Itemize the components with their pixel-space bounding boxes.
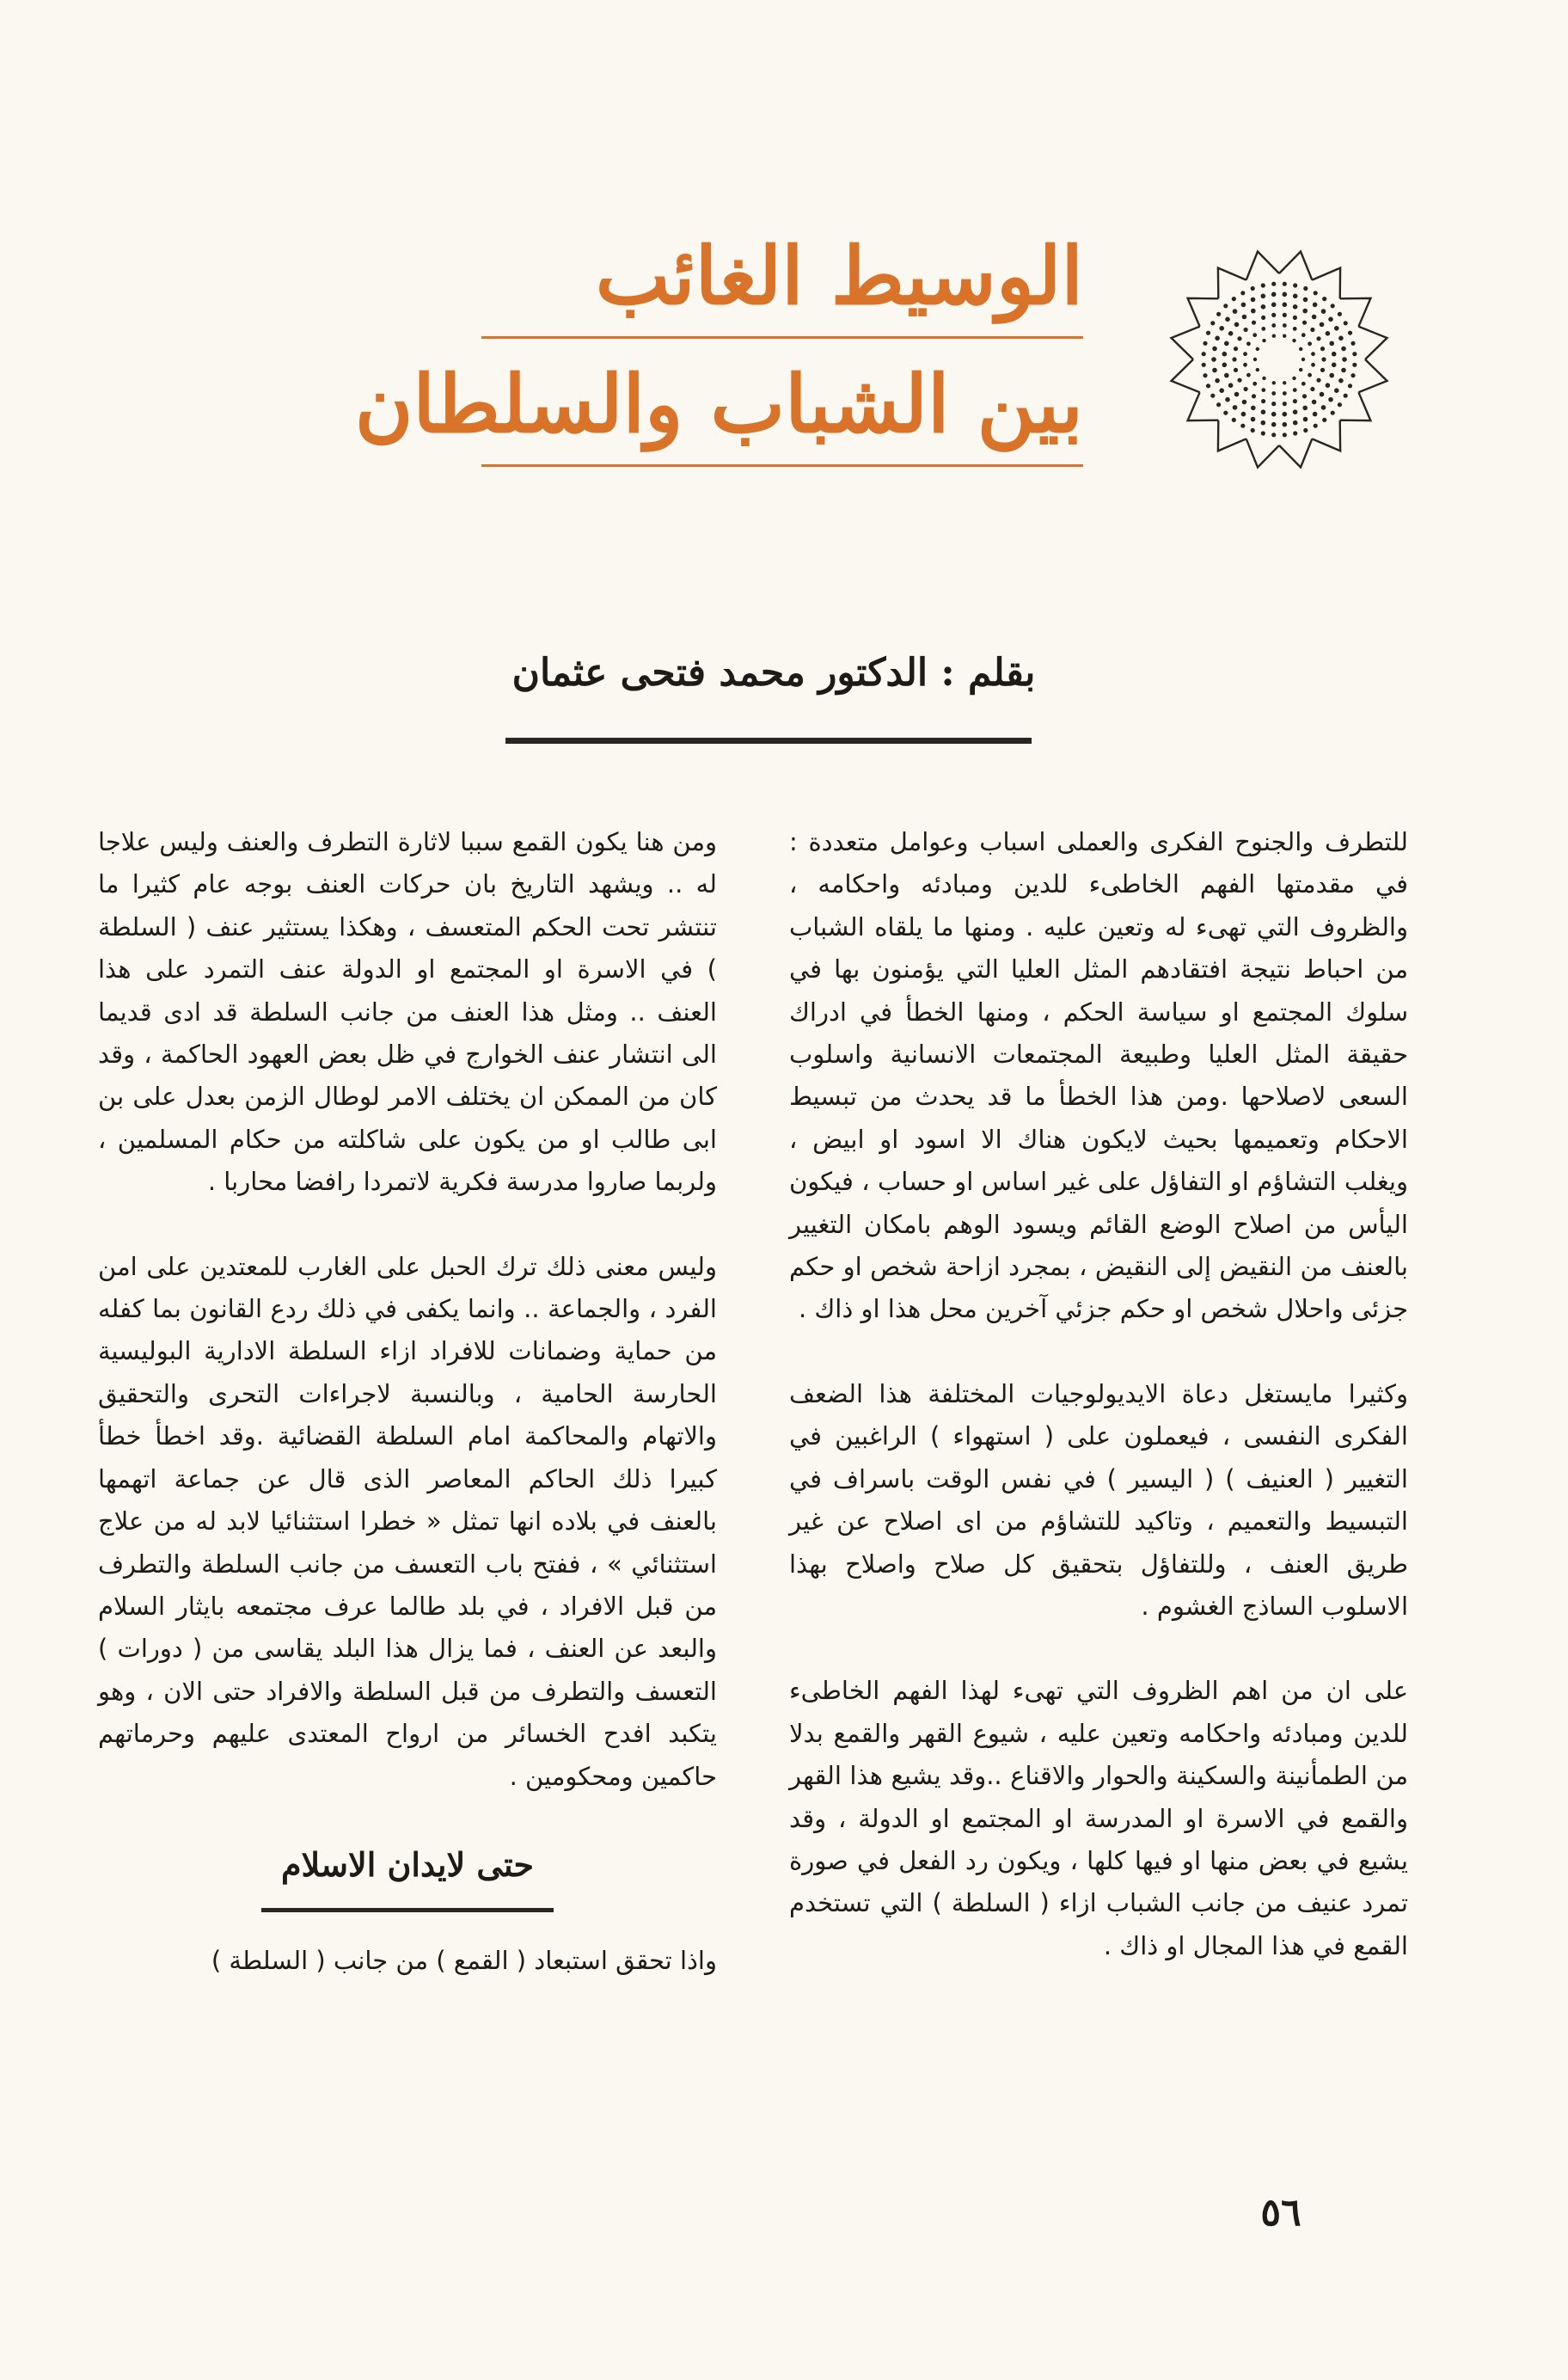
paragraph: وكثيرا مايستغل دعاة الايديولوجيات المختلفة هذا الضعف الفكرى النفسى ، فيعملون على ( استهواء ) الراغبين في التغيير ( العنيف ) ( اليسير ) في نفس الوقت باسراف في التبسيط والتعميم ، وتاكيد للتشاؤم من اى اصلاح عن غير طريق العنف ، وللتفاؤل بتحقيق كل صلاح واصلاح بهذا الاسلوب الساذج الغشوم . bbox=[789, 1378, 1408, 1621]
title-line-2: بين الشباب والسلطان bbox=[354, 358, 1083, 451]
paragraph: على ان من اهم الظروف التي تهىء لهذا الفهم الخاطىء للدين ومبادئه واحكامه وتعين عليه ، شيوع القهر والقمع بدلا من الطمأنينة والسكينة والحوار والاقناع ..وقد يشيع هذا القهر والقمع في الاسرة او المدرسة او المجتمع او الدولة ، وقد يشيع في بعض منها او فيها كلها ، ويكون رد الفعل في صورة تمرد عنيف من جانب الشباب ازاء ( السلطة ) التي تستخدم القمع في هذا المجال او ذاك . bbox=[789, 1676, 1408, 1960]
title-line-1: الوسيط الغائب bbox=[595, 230, 1083, 322]
title-divider-2 bbox=[481, 464, 1083, 467]
right-column bbox=[789, 821, 1408, 1967]
byline-divider bbox=[505, 738, 1032, 744]
page-number: ٥٦ bbox=[1260, 2191, 1302, 2235]
author-byline: بقلم : الدكتور محمد فتحى عثمان bbox=[511, 651, 1036, 695]
section-heading: حتى لايدان الاسلام bbox=[280, 1844, 535, 1884]
paragraph: واذا تحقق استبعاد ( القمع ) من جانب ( السلطة ) bbox=[211, 1945, 717, 1975]
title-divider-1 bbox=[481, 336, 1083, 339]
article-title bbox=[354, 219, 1083, 475]
paragraph: ومن هنا يكون القمع سببا لاثارة التطرف والعنف وليس علاجا له .. ويشهد التاريخ بان حركات العنف بوجه عام كثيرا ما تنتشر تحت الحكم المتعسف ، وهكذا يستثير عنف ( السلطة ) في الاسرة او المجتمع او الدولة عنف التمرد على هذا العنف .. ومثل هذا العنف من جانب السلطة قد ادى قديما الى انتشار عنف الخوارج في ظل بعض العهود الحاكمة ، وقد كان من الممكن ان يختلف الامر لوطال الزمن بعدل على بن ابى طالب او من يكون على شاكلته من حكام المسلمين ، ولربما صاروا مدرسة فكرية لاتمردا رافضا محاربا . bbox=[98, 827, 717, 1197]
paragraph: للتطرف والجنوح الفكرى والعملى اسباب وعوامل متعددة : في مقدمتها الفهم الخاطىء للدين ومبادئه واحكامه ، والظروف التي تهىء له وتعين عليه . ومنها ما يلقاه الشباب من احباط نتيجة افتقادهم المثل العليا التي يؤمنون بها في سلوك المجتمع او سياسة الحكم ، ومنها الخطأ في ادراك حقيقة المثل العليا وطبيعة المجتمعات الانسانية واسلوب السعى لاصلاحها .ومن هذا الخطأ ما قد يحدث من تبسيط الاحكام وتعميمها بحيث لايكون هناك الا اسود او ابيض ، ويغلب التشاؤم او التفاؤل على غير اساس او حساب ، فيكون اليأس من اصلاح الوضع القائم ويسود الوهم بامكان التغيير بالعنف من النقيض إلى النقيض ، بمجرد ازاحة شخص او حكم جزئى واحلال شخص او حكم جزئي آخرين محل هذا او ذاك . bbox=[789, 827, 1408, 1324]
left-column bbox=[98, 821, 717, 1982]
section-heading-divider bbox=[261, 1908, 554, 1912]
paragraph: وليس معنى ذلك ترك الحبل على الغارب للمعتدين على امن الفرد ، والجماعة .. وانما يكفى في ذلك ردع القانون بما كفله من حماية وضمانات للافراد ازاء السلطة الادارية البوليسية الحارسة الحامية ، وبالنسبة لاجراءات التحرى والتحقيق والاتهام والمحاكمة امام السلطة القضائية .وقد اخطأ خطأ كبيرا ذلك الحاكم المعاصر الذى قال عن جماعة اتهمها بالعنف في بلاده انها تمثل « خطرا استثنائيا لابد له من علاج استثنائي » ، ففتح باب التعسف من جانب السلطة والتطرف من قبل الافراد ، في بلد طالما عرف مجتمعه بايثار السلام والبعد عن العنف ، فما يزال هذا البلد يقاسى من ( دورات ) التعسف والتطرف من قبل السلطة والافراد حتى الان ، وهو يتكبد افدح الخسائر من ارواح المعتدى عليهم وحرماتهم حاكمين ومحكومين . bbox=[98, 1251, 717, 1791]
rosette-ornament-icon bbox=[1162, 242, 1396, 476]
